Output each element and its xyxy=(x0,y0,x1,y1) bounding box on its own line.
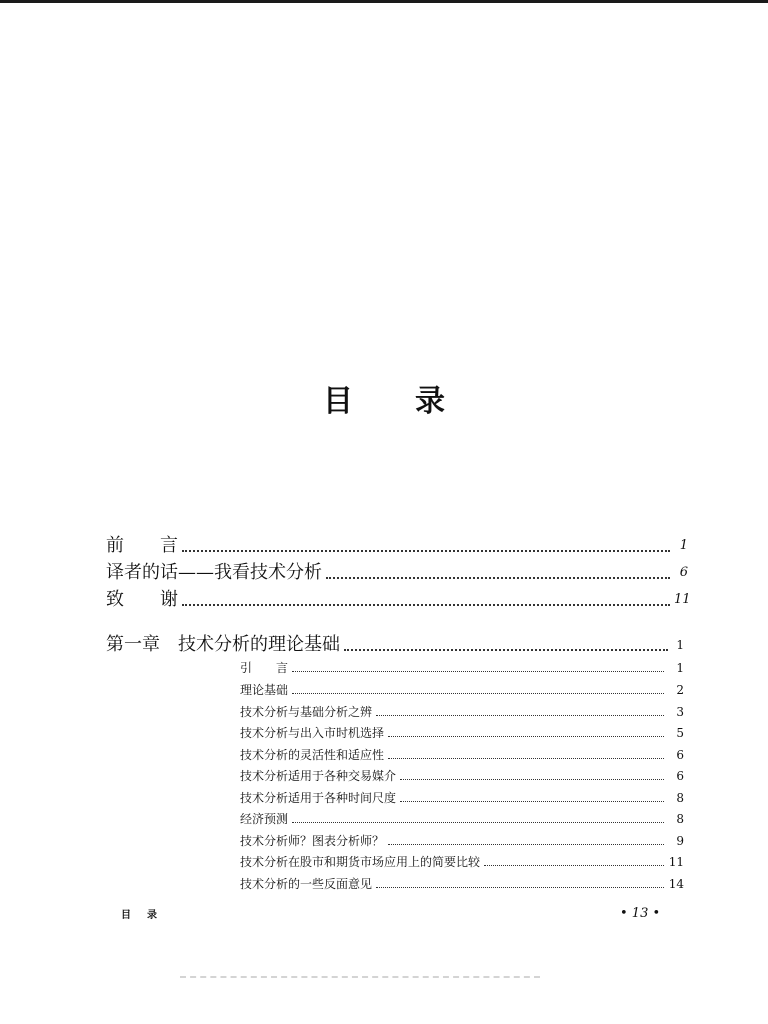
leader-dots xyxy=(292,670,664,672)
toc-entry-label: 致 谢 xyxy=(106,589,178,610)
toc-section-page: 6 xyxy=(676,769,684,783)
toc-section-page: 2 xyxy=(676,683,684,697)
toc-section-entry[interactable] xyxy=(240,833,684,849)
leader-dots xyxy=(326,576,670,579)
toc-section-entry[interactable] xyxy=(240,811,684,827)
leader-dots xyxy=(376,886,664,888)
toc-section-label: 技术分析的一些反面意见 xyxy=(240,877,373,891)
toc-section-label: 技术分析与基础分析之辨 xyxy=(240,705,373,719)
running-head: 目录 xyxy=(121,910,173,921)
toc-section-label: 引 言 xyxy=(240,661,289,675)
toc-section-page: 14 xyxy=(668,877,684,891)
toc-section-entry[interactable] xyxy=(240,854,684,870)
toc-section-label: 技术分析适用于各种交易媒介 xyxy=(240,769,397,783)
toc-section-page: 8 xyxy=(676,812,684,826)
leader-dots xyxy=(376,714,664,716)
toc-entry-chapter-1[interactable] xyxy=(106,634,684,656)
toc-entry-page: 1 xyxy=(676,638,684,652)
leader-dots xyxy=(400,778,664,780)
title-char-1: 目 xyxy=(323,384,353,419)
page-number: • 13 • xyxy=(620,906,661,921)
scan-artifact xyxy=(180,974,540,978)
toc-section-label: 经济预测 xyxy=(240,812,289,826)
toc-section-label: 技术分析的灵活性和适应性 xyxy=(240,748,385,762)
toc-section-page: 9 xyxy=(676,834,684,848)
toc-section-label: 技术分析在股市和期货市场应用上的简要比较 xyxy=(240,855,481,869)
leader-dots xyxy=(388,757,664,759)
toc-entry-label: 译者的话——我看技术分析 xyxy=(106,562,322,583)
toc-section-entry[interactable] xyxy=(240,682,684,698)
toc-section-label: 技术分析与出入市时机选择 xyxy=(240,726,385,740)
toc-section-entry[interactable] xyxy=(240,768,684,784)
toc-entry-page: 1 xyxy=(679,538,688,553)
leader-dots xyxy=(182,603,670,606)
toc-section-entry[interactable] xyxy=(240,660,684,676)
top-border-rule xyxy=(0,0,768,3)
leader-dots xyxy=(344,648,668,651)
toc-section-page: 3 xyxy=(676,705,684,719)
toc-section-page: 8 xyxy=(676,791,684,805)
toc-entry-label: 第一章 技术分析的理论基础 xyxy=(106,634,340,655)
toc-section-page: 6 xyxy=(676,748,684,762)
toc-section-label: 理论基础 xyxy=(240,683,289,697)
leader-dots xyxy=(388,735,664,737)
toc-entry-page: 6 xyxy=(679,565,688,580)
toc-entry-label: 前 言 xyxy=(106,535,178,556)
leader-dots xyxy=(484,864,664,866)
toc-section-entry[interactable] xyxy=(240,876,684,892)
toc-section-page: 5 xyxy=(676,726,684,740)
leader-dots xyxy=(400,800,664,802)
title-char-2: 录 xyxy=(415,384,445,419)
toc-section-entry[interactable] xyxy=(240,725,684,741)
toc-section-page: 11 xyxy=(668,855,684,869)
toc-section-label: 技术分析适用于各种时间尺度 xyxy=(240,791,397,805)
toc-section-entry[interactable] xyxy=(240,747,684,763)
page-title xyxy=(0,386,768,418)
toc-entry-acknowledgements[interactable] xyxy=(106,589,691,611)
leader-dots xyxy=(182,549,670,552)
toc-section-entry[interactable] xyxy=(240,704,684,720)
toc-entry-page: 11 xyxy=(674,592,691,607)
leader-dots xyxy=(292,821,664,823)
leader-dots xyxy=(388,843,664,845)
toc-section-label: 技术分析师？图表分析师？ xyxy=(240,834,385,848)
toc-section-entry[interactable] xyxy=(240,790,684,806)
toc-section-page: 1 xyxy=(676,661,684,675)
leader-dots xyxy=(292,692,664,694)
toc-entry-preface[interactable] xyxy=(106,535,688,557)
toc-entry-translator-note[interactable] xyxy=(106,562,688,584)
